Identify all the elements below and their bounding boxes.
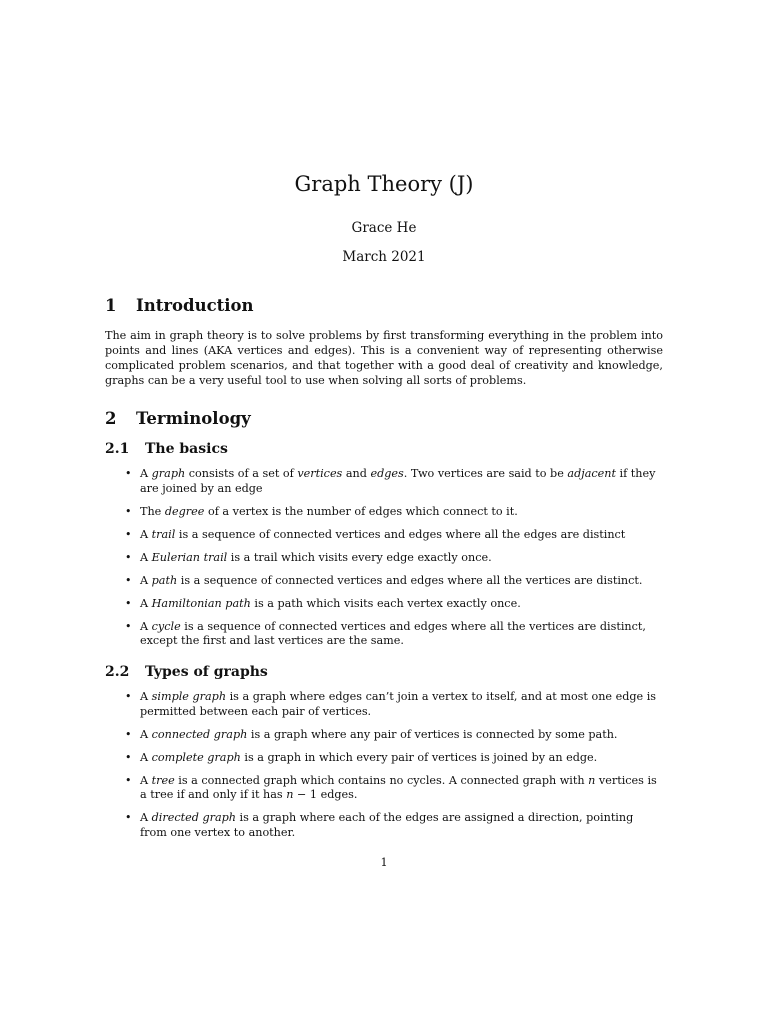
item-text: The [140,504,165,518]
item-text: if they are joined by an edge [140,467,656,495]
introduction-paragraph: The aim in graph theory is to solve problems by first transforming everything in the problem into points and lines (AKA vertices and edges). This is a convenient way of representing otherwise complicated problem scenarios, and that together with a good deal of creativity and knowledge, graphs can be a very useful tool to use when solving all sorts of problems. [105,329,663,387]
bullet-icon: • [125,527,132,541]
item-text: is a sequence of connected vertices and edges where all the edges are distinct [175,527,626,541]
item-text: A [140,467,152,480]
list-item [105,597,663,612]
item-text: is a sequence of connected vertices and edges where all the vertices are distinct. [177,573,643,587]
term: simple graph [151,690,227,703]
list-item [105,774,663,803]
bullet-icon: • [125,550,132,564]
item-text: vertices is a tree if and only if it has [140,773,657,801]
subsection-title: The basics [145,441,228,457]
bullet-icon: • [125,467,132,480]
bullet-icon: • [125,619,132,633]
term: trail [151,527,176,541]
item-text: is a graph where each of the edges are assigned a direction, pointing from one vertex to another. [140,811,634,839]
list-item [105,690,663,719]
term: tree [151,773,175,787]
math-variable: n [588,773,596,787]
section-heading-terminology [105,409,663,429]
item-text: is a sequence of connected vertices and edges where all the vertices are distinct, except the first and last vertices are the same. [140,619,646,647]
list-item [105,505,663,520]
item-text: of a vertex is the number of edges which connect to it. [204,504,518,518]
basics-list [105,467,663,649]
section-number: 2 [105,409,117,428]
subsection-heading-types [105,663,663,681]
document-author: Grace He [351,220,417,236]
section-title: Introduction [136,296,254,315]
subsection-number: 2.1 [105,441,130,457]
bullet-icon: • [125,811,132,824]
item-text: A [140,750,152,764]
list-item [105,728,663,743]
item-text: A [140,811,152,824]
term: edges [370,467,404,480]
bullet-icon: • [125,690,132,703]
list-item [105,528,663,543]
section-title: Terminology [136,409,251,428]
item-text: is a path which visits each vertex exactly once. [250,596,521,610]
item-text: is a graph where any pair of vertices is connected by some path. [247,727,618,741]
term: connected graph [151,727,248,741]
list-item [105,811,663,840]
subsection-title: Types of graphs [145,664,268,680]
item-text: is a trail which visits every edge exactly once. [227,550,492,564]
bullet-icon: • [125,727,132,741]
document-body [105,296,663,849]
item-text: A [140,619,152,633]
page-number: 1 [380,856,388,869]
term: degree [164,504,205,518]
item-text: − 1 edges. [293,788,358,801]
item-text: consists of a set of [185,467,298,480]
bullet-icon: • [125,504,132,518]
bullet-icon: • [125,773,132,787]
term: vertices [297,467,343,480]
term: Eulerian trail [151,550,228,564]
term: directed graph [151,811,236,824]
bullet-icon: • [125,596,132,610]
term: adjacent [567,467,616,480]
item-text: A [140,527,152,541]
item-text: A [140,573,152,587]
subsection-heading-basics [105,440,663,458]
item-text: and [342,467,371,480]
item-text: A [140,596,152,610]
list-item [105,467,663,496]
term: path [151,573,178,587]
section-number: 1 [105,296,117,315]
list-item [105,551,663,566]
term: cycle [151,619,181,633]
item-text: A [140,690,152,703]
item-text: A [140,727,152,741]
item-text: is a graph where edges can’t join a vertex to itself, and at most one edge is permitted between each pair of vertices. [140,690,657,718]
term: complete graph [151,750,241,764]
item-text: A [140,550,152,564]
document-title: Graph Theory (J) [294,172,474,196]
document-date: March 2021 [342,249,426,265]
section-heading-introduction [105,296,663,316]
term: Hamiltonian path [151,596,251,610]
types-list [105,690,663,840]
list-item [105,751,663,766]
bullet-icon: • [125,573,132,587]
subsection-number: 2.2 [105,664,130,680]
math-variable: n [286,788,294,801]
term: graph [151,467,186,480]
item-text: is a connected graph which contains no cycles. A connected graph with [174,773,589,787]
item-text: is a graph in which every pair of vertices is joined by an edge. [240,750,598,764]
list-item [105,620,663,649]
list-item [105,574,663,589]
item-text: A [140,773,152,787]
bullet-icon: • [125,750,132,764]
item-text: . Two vertices are said to be [403,467,568,480]
